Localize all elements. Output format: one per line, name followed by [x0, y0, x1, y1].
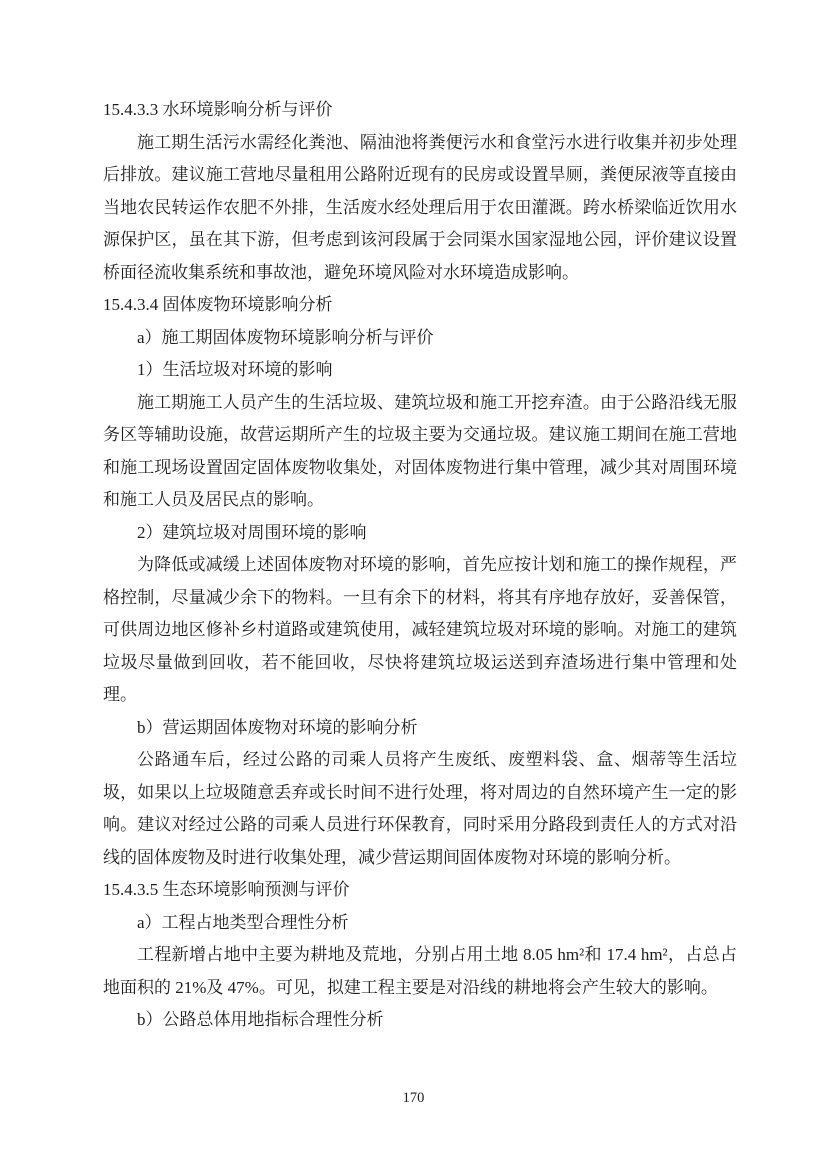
- subitem-b-land-use-index: b）公路总体用地指标合理性分析: [137, 1010, 384, 1029]
- section-heading-solid-waste: 15.4.3.4 固体废物环境影响分析: [103, 295, 333, 314]
- subitem-a-land-occupation: a）工程占地类型合理性分析: [137, 912, 349, 932]
- body-paragraph-operation-waste: 公路通车后，经过公路的司乘人员将产生废纸、废塑料袋、盒、烟蒂等生活垃圾，如果以上垃圾随意丢弃或长时间不进行处理，将对周边的自然环境产生一定的影响。建议对经过公路的司乘人员进行环保教育，同时采用分路段到责任人的方式对沿线的固体废物及时进行收集处理，减少营运期间固体废物对环境的影响分析。: [103, 750, 737, 867]
- page-number: 170: [402, 1090, 425, 1106]
- document-content: [103, 94, 737, 1037]
- subitem-2-construction-garbage: 2）建筑垃圾对周围环境的影响: [137, 522, 367, 542]
- body-paragraph-water-env: 施工期生活污水需经化粪池、隔油池将粪便污水和食堂污水进行收集并初步处理后排放。建议施工营地尽量租用公路附近现有的民房或设置旱厕，粪便尿液等直接由当地农民转运作农肥不外排，生活废水经处理后用于农田灌溉。跨水桥梁临近饮用水源保护区，虽在其下游，但考虑到该河段属于会同渠水国家湿地公园，评价建议设置桥面径流收集系统和事故池，避免环境风险对水环境造成影响。: [103, 132, 737, 282]
- body-paragraph-land-occupation: 工程新增占地中主要为耕地及荒地，分别占用土地 8.05 hm²和 17.4 hm²，占总占地面积的 21%及 47%。可见，拟建工程主要是对沿线的耕地将会产生较大的影响。: [103, 945, 737, 997]
- section-heading-water-env: 15.4.3.3 水环境影响分析与评价: [103, 100, 333, 119]
- body-paragraph-construction-garbage: 为降低或减缓上述固体废物对环境的影响，首先应按计划和施工的操作规程，严格控制，尽量减少余下的物料。一旦有余下的材料，将其有序地存放好，妥善保管，可供周边地区修补乡村道路或建筑使用，减轻建筑垃圾对环境的影响。对施工的建筑垃圾尽量做到回收，若不能回收，尽快将建筑垃圾运送到弃渣场进行集中管理和处理。: [103, 555, 737, 704]
- subitem-1-domestic-garbage: 1）生活垃圾对环境的影响: [137, 360, 333, 379]
- subitem-a-construction-waste: a）施工期固体废物环境影响分析与评价: [137, 327, 434, 347]
- body-paragraph-domestic-garbage: 施工期施工人员产生的生活垃圾、建筑垃圾和施工开挖弃渣。由于公路沿线无服务区等辅助设施，故营运期所产生的垃圾主要为交通垃圾。建议施工期间在施工营地和施工现场设置固定固体废物收集处，对固体废物进行集中管理，减少其对周围环境和施工人员及居民点的影响。: [103, 392, 737, 509]
- section-heading-ecology: 15.4.3.5 生态环境影响预测与评价: [103, 880, 350, 899]
- subitem-b-operation-waste: b）营运期固体废物对环境的影响分析: [137, 717, 418, 737]
